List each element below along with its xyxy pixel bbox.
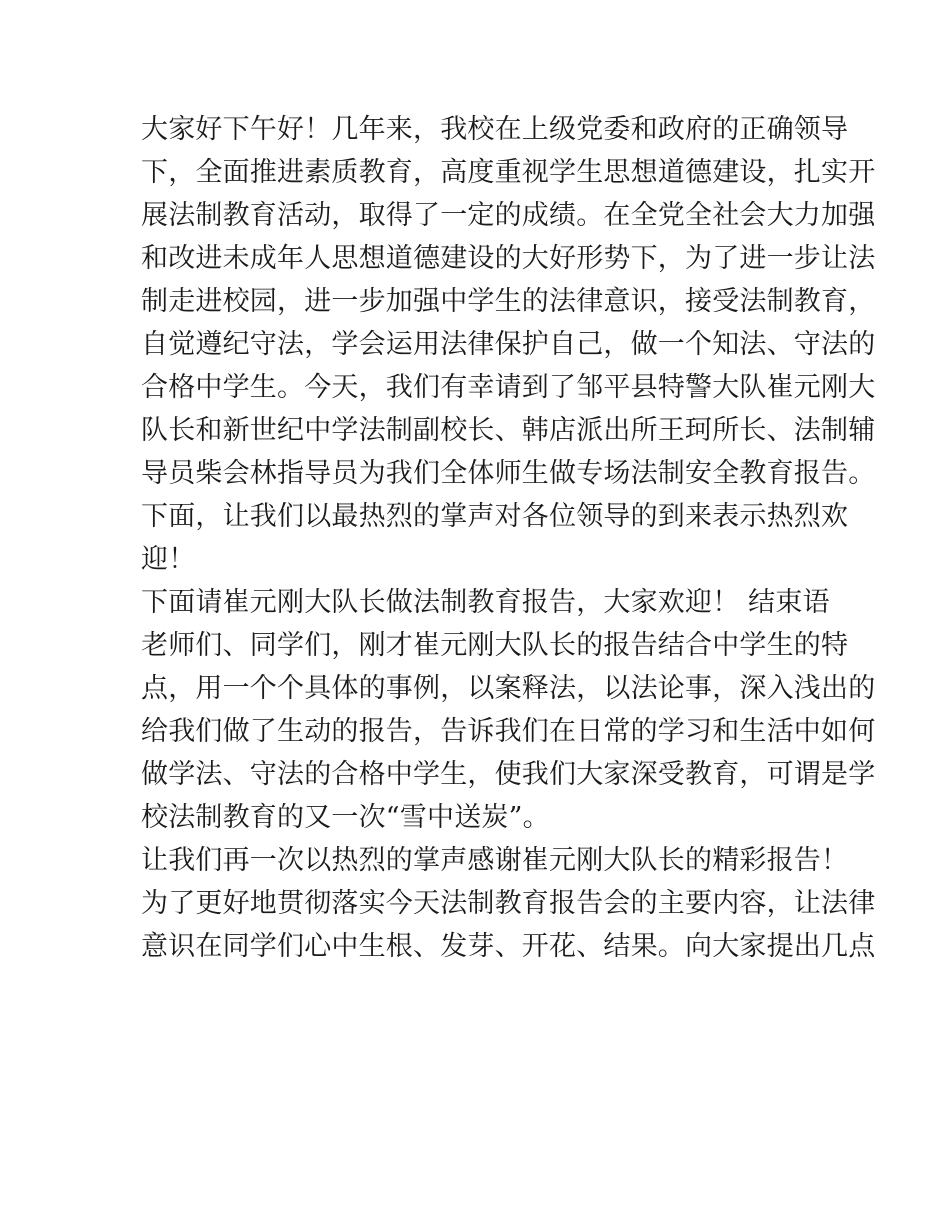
text-line: 下面，让我们以最热烈的掌声对各位领导的到来表示热烈欢 (141, 501, 849, 532)
text-line: 导员柴会林指导员为我们全体师生做专场法制安全教育报告。 (141, 458, 876, 489)
text-line: 迎！ (141, 544, 196, 575)
text-line: 和改进未成年人思想道德建设的大好形势下，为了进一步让法 (141, 243, 876, 274)
text-line: 展法制教育活动，取得了一定的成绩。在全党全社会大力加强 (141, 200, 876, 231)
text-line: 大家好下午好！几年来，我校在上级党委和政府的正确领导 (141, 114, 849, 145)
text-line: 让我们再一次以热烈的掌声感谢崔元刚大队长的精彩报告！ (141, 845, 849, 876)
text-line: 自觉遵纪守法，学会运用法律保护自己，做一个知法、守法的 (141, 329, 876, 360)
text-line: 队长和新世纪中学法制副校长、韩店派出所王珂所长、法制辅 (141, 415, 876, 446)
text-line: 合格中学生。今天，我们有幸请到了邹平县特警大队崔元刚大 (141, 372, 876, 403)
text-line: 点，用一个个具体的事例，以案释法，以法论事，深入浅出的 (141, 673, 876, 704)
text-line: 校法制教育的又一次“雪中送炭”。 (141, 802, 550, 833)
text-line: 下面请崔元刚大队长做法制教育报告，大家欢迎！ 结束语 (141, 587, 830, 618)
text-line: 意识在同学们心中生根、发芽、开花、结果。向大家提出几点 (141, 931, 876, 962)
text-line: 下，全面推进素质教育，高度重视学生思想道德建设，扎实开 (141, 157, 876, 188)
document-body (141, 108, 876, 968)
text-line: 为了更好地贯彻落实今天法制教育报告会的主要内容，让法律 (141, 888, 876, 919)
text-line: 老师们、同学们，刚才崔元刚大队长的报告结合中学生的特 (141, 630, 849, 661)
text-line: 做学法、守法的合格中学生，使我们大家深受教育，可谓是学 (141, 759, 876, 790)
text-line: 给我们做了生动的报告，告诉我们在日常的学习和生活中如何 (141, 716, 876, 747)
text-line: 制走进校园，进一步加强中学生的法律意识，接受法制教育， (141, 286, 876, 317)
